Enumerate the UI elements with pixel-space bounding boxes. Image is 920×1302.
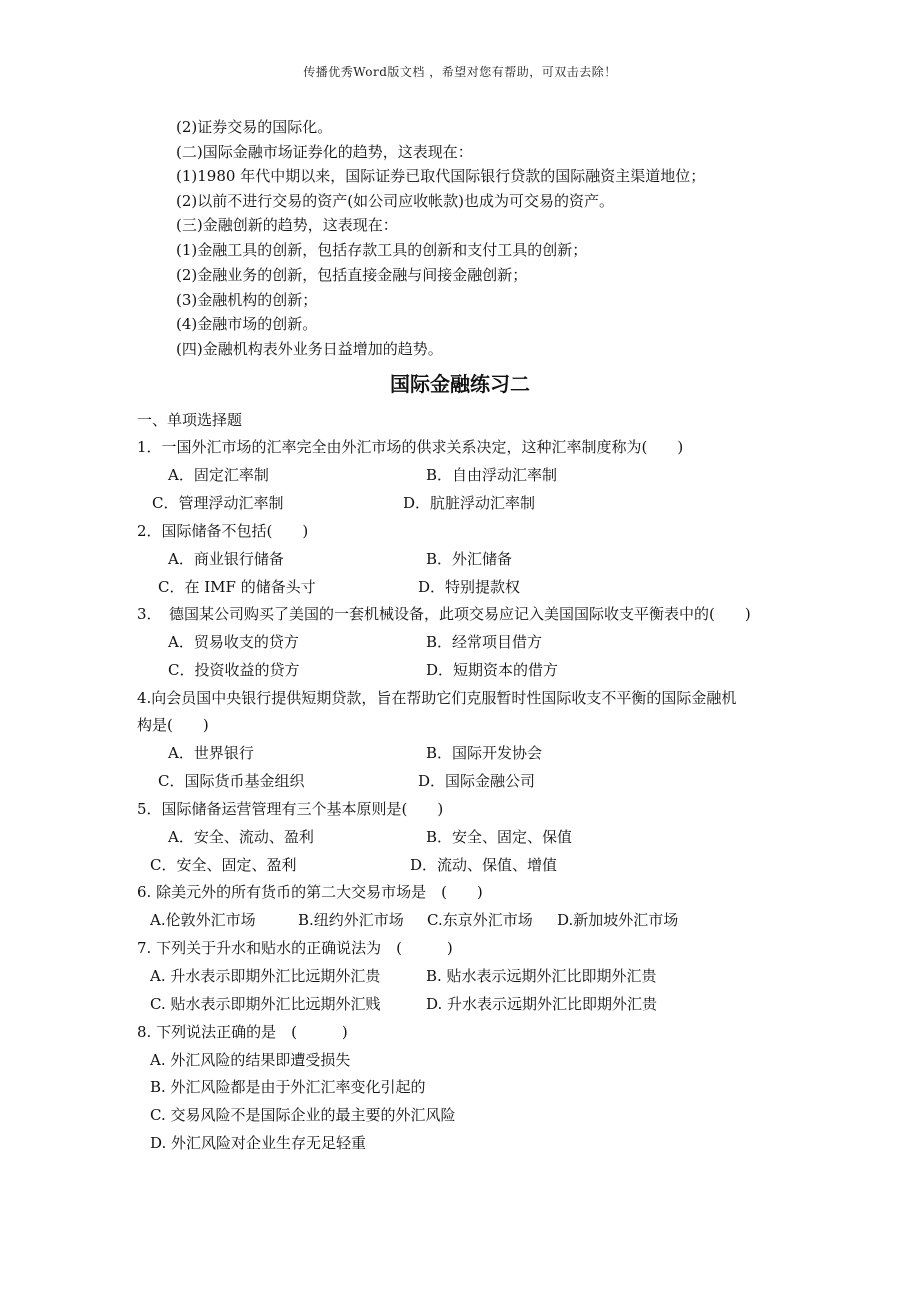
option: B．安全、固定、保值 bbox=[426, 828, 573, 846]
option: A．商业银行储备 bbox=[168, 550, 284, 568]
intro-line: (4)金融市场的创新。 bbox=[176, 315, 318, 333]
option: A．固定汇率制 bbox=[168, 466, 269, 484]
option: A. 外汇风险的结果即遭受损失 bbox=[150, 1051, 351, 1069]
intro-line: (3)金融机构的创新； bbox=[176, 291, 318, 309]
intro-line: (1)金融工具的创新，包括存款工具的创新和支付工具的创新； bbox=[176, 241, 588, 259]
option: A．贸易收支的贷方 bbox=[168, 633, 299, 651]
option: B.纽约外汇市场 bbox=[298, 911, 404, 929]
option: D.新加坡外汇市场 bbox=[557, 911, 679, 929]
option: D．肮脏浮动汇率制 bbox=[403, 494, 536, 512]
option: C. 交易风险不是国际企业的最主要的外汇风险 bbox=[150, 1106, 456, 1124]
option: D．国际金融公司 bbox=[418, 772, 536, 790]
question-stem-cont: 构是( ) bbox=[137, 716, 209, 734]
option: C．国际货币基金组织 bbox=[158, 772, 305, 790]
option: D．特别提款权 bbox=[418, 578, 521, 596]
option: B．外汇储备 bbox=[426, 550, 513, 568]
option: B．经常项目借方 bbox=[426, 633, 543, 651]
option: B. 贴水表示远期外汇比即期外汇贵 bbox=[426, 967, 657, 985]
option: D. 升水表示远期外汇比即期外汇贵 bbox=[426, 995, 658, 1013]
option: C．在 IMF 的储备头寸 bbox=[158, 578, 316, 596]
intro-line: (2)金融业务的创新，包括直接金融与间接金融创新； bbox=[176, 266, 528, 284]
header-note: 传播优秀Word版文档 ，希望对您有帮助，可双击去除！ bbox=[303, 65, 617, 79]
option: A. 升水表示即期外汇比远期外汇贵 bbox=[150, 967, 381, 985]
question-stem: 1．一国外汇市场的汇率完全由外汇市场的供求关系决定，这种汇率制度称为( ) bbox=[137, 438, 684, 456]
intro-line: (1)1980 年代中期以来，国际证券已取代国际银行贷款的国际融资主渠道地位； bbox=[176, 167, 706, 185]
option: D. 外汇风险对企业生存无足轻重 bbox=[150, 1134, 367, 1152]
intro-line: (三)金融创新的趋势，这表现在： bbox=[176, 216, 398, 234]
page-title: 国际金融练习二 bbox=[390, 372, 530, 396]
question-stem: 2．国际储备不包括( ) bbox=[137, 522, 309, 540]
question-stem: 8. 下列说法正确的是 ( ) bbox=[137, 1023, 348, 1041]
option: C．安全、固定、盈利 bbox=[150, 856, 297, 874]
intro-line: (2)证券交易的国际化。 bbox=[176, 118, 333, 136]
option: A．世界银行 bbox=[168, 744, 254, 762]
option: B．国际开发协会 bbox=[426, 744, 543, 762]
section-heading: 一、单项选择题 bbox=[137, 411, 243, 429]
option: D．短期资本的借方 bbox=[426, 661, 559, 679]
option: C. 贴水表示即期外汇比远期外汇贱 bbox=[150, 995, 381, 1013]
question-stem: 6. 除美元外的所有货币的第二大交易市场是 ( ) bbox=[137, 883, 483, 901]
option: B．自由浮动汇率制 bbox=[426, 466, 558, 484]
intro-line: (2)以前不进行交易的资产(如公司应收帐款)也成为可交易的资产。 bbox=[176, 192, 614, 210]
option: B. 外汇风险都是由于外汇汇率变化引起的 bbox=[150, 1078, 426, 1096]
question-stem: 7. 下列关于升水和贴水的正确说法为 ( ) bbox=[137, 939, 453, 957]
option: C.东京外汇市场 bbox=[427, 911, 533, 929]
question-stem: 3． 德国某公司购买了美国的一套机械设备，此项交易应记入美国国际收支平衡表中的( ) bbox=[137, 605, 751, 623]
option: A.伦敦外汇市场 bbox=[150, 911, 256, 929]
option: C．管理浮动汇率制 bbox=[152, 494, 284, 512]
intro-line: (二)国际金融市场证券化的趋势，这表现在： bbox=[176, 143, 473, 161]
option: A．安全、流动、盈利 bbox=[168, 828, 314, 846]
question-stem: 4.向会员国中央银行提供短期贷款，旨在帮助它们克服暂时性国际收支不平衡的国际金融机 bbox=[137, 689, 737, 707]
question-stem: 5．国际储备运营管理有三个基本原则是( ) bbox=[137, 800, 444, 818]
option: D．流动、保值、增值 bbox=[410, 856, 558, 874]
option: C．投资收益的贷方 bbox=[168, 661, 300, 679]
intro-line: (四)金融机构表外业务日益增加的趋势。 bbox=[176, 340, 443, 358]
